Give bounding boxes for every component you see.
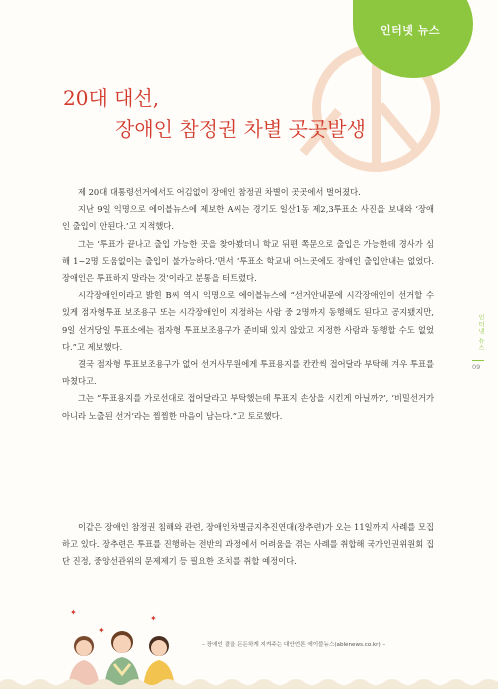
bottom-wave-decoration — [0, 676, 498, 689]
sparkle-icon: ✦ — [150, 614, 157, 623]
sparkle-icon: ✦ — [98, 626, 105, 635]
section-badge-label: 인터넷 뉴스 — [380, 24, 440, 37]
paragraph: 결국 점자형 투표보조용구가 없어 선거사무원에게 투표용지를 칸칸씩 접어달라 부탁해 겨우 투표를 마쳤다고. — [62, 359, 434, 387]
paragraph: 제 20대 대통령선거에서도 어김없이 장애인 참정권 차별이 곳곳에서 벌어졌다. — [78, 187, 361, 197]
side-divider — [472, 360, 484, 361]
paragraph: 지난 9일 익명으로 에이블뉴스에 제보한 A씨는 경기도 일산1동 제2,3투표소 사진을 보내와 ‘장애인 출입이 안된다.’고 지적했다. — [62, 204, 434, 232]
paragraph: 그는 ‘투표가 끝나고 출입 가능한 곳을 찾아봤더니 학교 뒤편 쪽문으로 출입은 가능한데 경사가 심해 1~2명 도움없이는 출입이 불가능하다.’면서 ‘투표소 학교내 어느곳에도 장애인 출입안내는 없었다. 장애인은 투표하지 말라는 것’이라고 분통을 터트렸다. — [62, 238, 434, 284]
paragraph: 시각장애인이라고 밝힌 B씨 역시 익명으로 에이블뉴스에 “선거안내문에 시각장애인이 선거할 수 있게 점자형투표 보조용구 또는 시각장애인이 지정하는 사람 중 2명까지 동행해도 된다고 공지됐지만, 9일 선거당일 투표소에는 점자형 투표보조용구가 준비돼 있지 않았고 지정한 사람과 동행할 수도 없었다.”고 제보했다. — [62, 290, 434, 352]
page-number: 09 — [472, 363, 481, 371]
article-title-line2: 장애인 참정권 차별 곳곳발생 — [115, 117, 366, 141]
article-body — [62, 184, 434, 425]
article-title-line1: 20대 대선, — [63, 86, 160, 110]
side-section-label: 인터넷 뉴스 — [477, 314, 484, 352]
footer-credit: – 장애인 곁을 든든하게 지켜주는 대안언론 에이블뉴스(ablenews.co.kr) – — [202, 642, 386, 648]
sparkle-icon: ✦ — [70, 608, 77, 617]
paragraph: 그는 “투표용지를 가로선대로 접어달라고 부탁했는데 투표지 손상을 시킨게 아닐까?’, ‘비밀선거가 아니라 노출된 선거’라는 찜찜한 마음이 남는다.”고 토로했다. — [62, 393, 434, 421]
article-body-conclusion — [62, 519, 434, 571]
paragraph: 이같은 장애인 참정권 침해와 관련, 장애인차별금지추진연대(장추련)가 오는 11일까지 사례를 모집하고 있다. 장추련은 투표를 진행하는 전반의 과정에서 어려움을 겪는 사례를 취합해 국가인권위원회 집단 진정, 중앙선관위의 문제제기 등 필요한 조치를 취할 예정이다. — [62, 522, 434, 567]
